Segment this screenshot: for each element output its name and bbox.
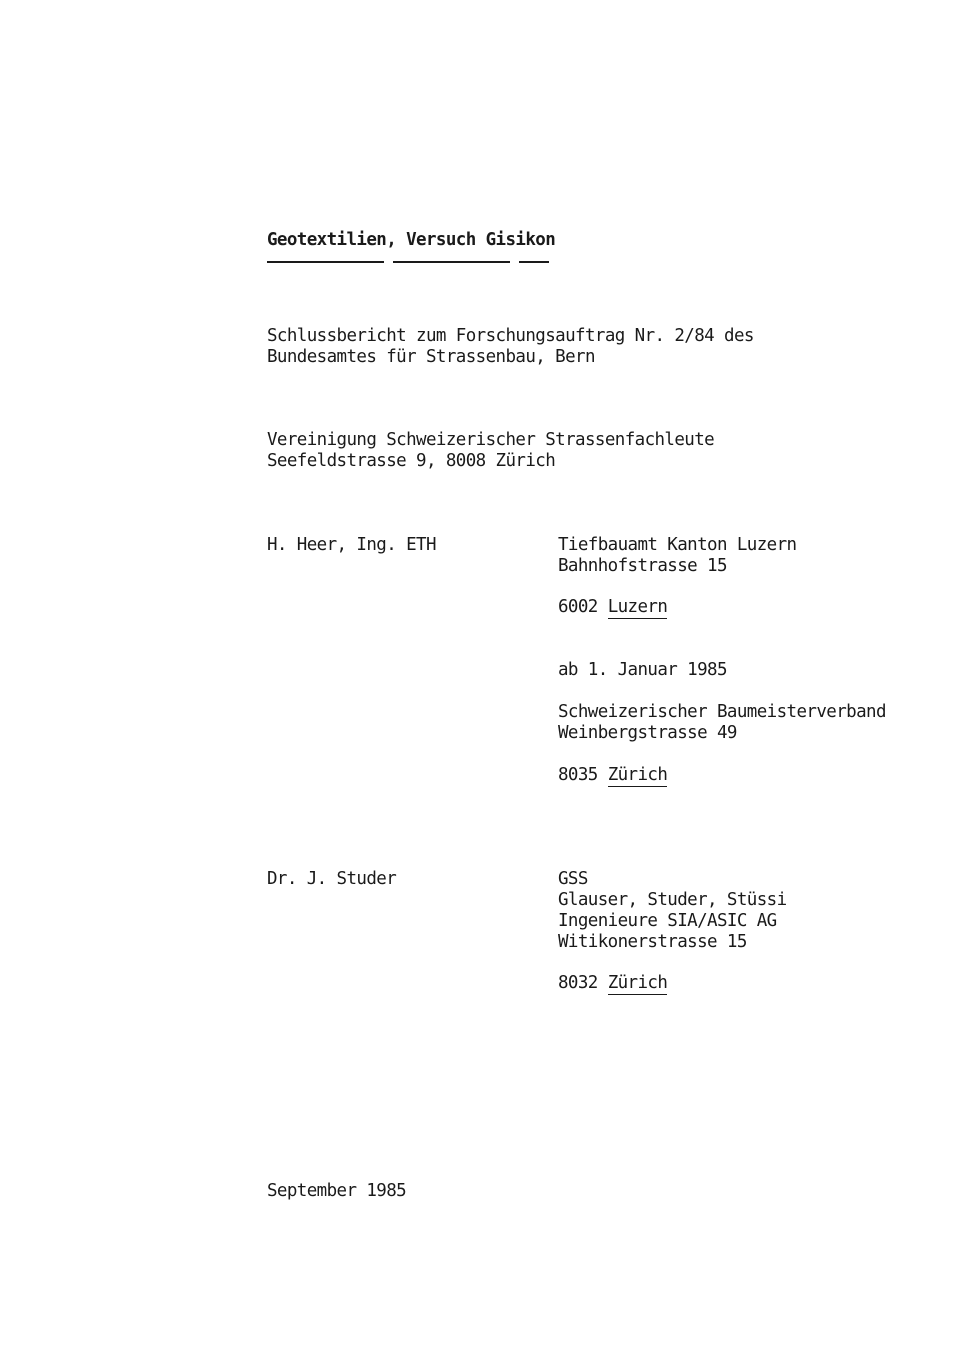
document-title: Geotextilien, Versuch Gisikon bbox=[267, 230, 556, 250]
title-underline-segment-3 bbox=[519, 261, 549, 263]
author-1-address-1-line-2: Bahnhofstrasse 15 bbox=[558, 556, 727, 576]
author-2-address-line-3: Ingenieure SIA/ASIC AG bbox=[558, 911, 777, 931]
report-line-2: Bundesamtes für Strassenbau, Bern bbox=[267, 347, 595, 367]
title-underline-segment-2 bbox=[393, 261, 510, 263]
author-2-address-line-4: Witikonerstrasse 15 bbox=[558, 932, 747, 952]
author-1-address-1-city-line bbox=[558, 597, 667, 618]
association-name: Vereinigung Schweizerischer Strassenfachleute bbox=[267, 430, 715, 450]
author-1-name: H. Heer, Ing. ETH bbox=[267, 535, 436, 555]
document-date: September 1985 bbox=[267, 1181, 407, 1201]
author-1-address-2-city-line bbox=[558, 765, 667, 786]
postcode: 6002 bbox=[558, 597, 598, 617]
postcode: 8035 bbox=[558, 765, 598, 785]
association-address: Seefeldstrasse 9, 8008 Zürich bbox=[267, 451, 556, 471]
title-underline-segment-1 bbox=[267, 261, 384, 263]
author-2-name: Dr. J. Studer bbox=[267, 869, 397, 889]
author-1-address-1-line-1: Tiefbauamt Kanton Luzern bbox=[558, 535, 797, 555]
report-line-1: Schlussbericht zum Forschungsauftrag Nr. 2/84 des bbox=[267, 326, 754, 346]
author-1-from-note: ab 1. Januar 1985 bbox=[558, 660, 727, 680]
author-1-address-2-line-1: Schweizerischer Baumeisterverband bbox=[558, 702, 886, 722]
author-1-address-2-line-2: Weinbergstrasse 49 bbox=[558, 723, 737, 743]
author-2-address-line-1: GSS bbox=[558, 869, 588, 889]
postcode: 8032 bbox=[558, 973, 598, 993]
author-2-address-city-line bbox=[558, 973, 667, 994]
city-underlined: Zürich bbox=[607, 765, 668, 785]
city-underlined: Zürich bbox=[607, 973, 668, 993]
city-underlined: Luzern bbox=[607, 597, 668, 617]
author-2-address-line-2: Glauser, Studer, Stüssi bbox=[558, 890, 787, 910]
